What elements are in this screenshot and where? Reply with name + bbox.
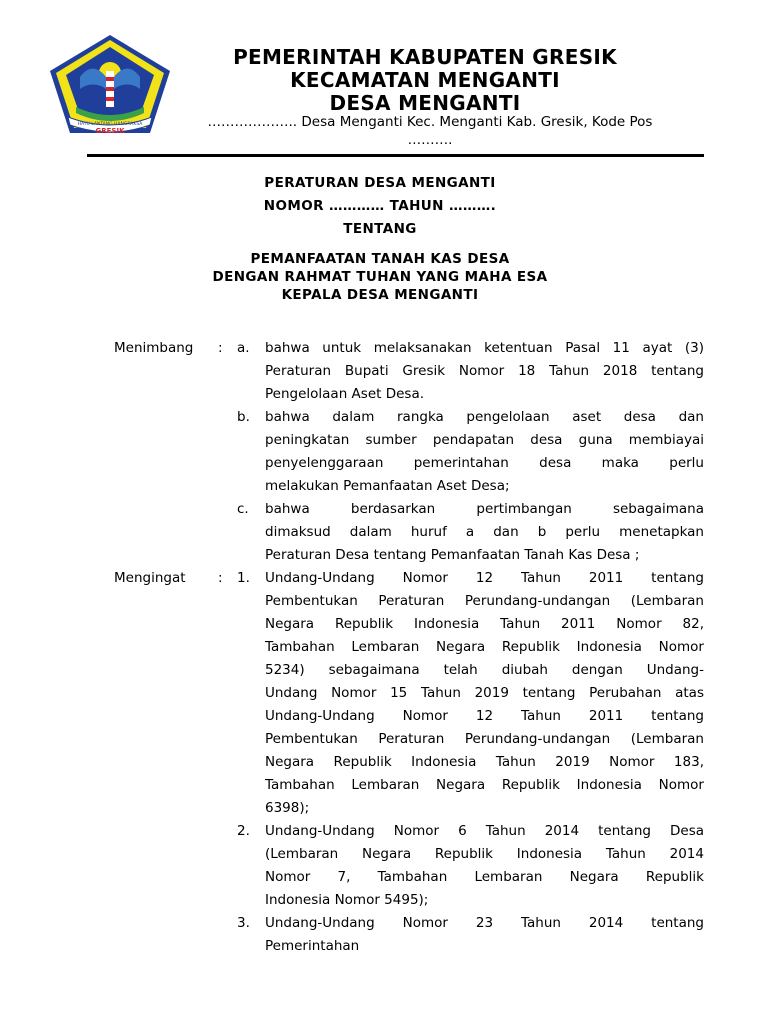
body-line <box>0 912 768 935</box>
body-line-text: Negara Republik Indonesia Tahun 2019 Nomor 183, <box>265 754 704 770</box>
tentang-heading: TENTANG <box>343 221 417 237</box>
body-line-text: Tambahan Lembaran Negara Republik Indonesia Nomor <box>265 639 704 655</box>
body-line <box>0 360 768 383</box>
body-line <box>0 682 768 705</box>
kop-address-continuation: ………. <box>407 132 453 148</box>
body-line <box>0 475 768 498</box>
body-line-text: Pengelolaan Aset Desa. <box>265 386 425 402</box>
kop-government: PEMERINTAH KABUPATEN GRESIK <box>233 45 617 69</box>
body-line <box>0 659 768 682</box>
body-line <box>0 705 768 728</box>
kop-district: KECAMATAN MENGANTI <box>290 68 560 92</box>
item-number: c. <box>237 501 249 517</box>
body-line <box>0 613 768 636</box>
body-line-text: dimaksud dalam huruf a dan b perlu menetapkan <box>265 524 704 540</box>
body-line-text: melakukan Pemanfaatan Aset Desa; <box>265 478 510 494</box>
item-number: b. <box>237 409 250 425</box>
gresik-emblem-logo <box>48 33 172 137</box>
body-line-text: bahwa berdasarkan pertimbangan sebagaimana <box>265 501 704 517</box>
logo-band-text: HAYU LANTANG HANGRAKSA <box>77 122 143 127</box>
body-line <box>0 406 768 429</box>
item-number: 3. <box>237 915 250 931</box>
body-line <box>0 866 768 889</box>
body-line <box>0 383 768 406</box>
body-line-text: 6398); <box>265 800 310 816</box>
body-line-text: Peraturan Desa tentang Pemanfaatan Tanah Kas Desa ; <box>265 547 640 563</box>
body-line <box>0 843 768 866</box>
blessing-line: DENGAN RAHMAT TUHAN YANG MAHA ESA <box>212 269 548 285</box>
body-line <box>0 820 768 843</box>
body-line-text: Undang-Undang Nomor 12 Tahun 2011 tentang <box>265 570 704 586</box>
body-line-text: bahwa untuk melaksanakan ketentuan Pasal 11 ayat (3) <box>265 340 704 356</box>
item-number: a. <box>237 340 250 356</box>
body-line <box>0 728 768 751</box>
body-line-text: Undang-Undang Nomor 23 Tahun 2014 tentang <box>265 915 704 931</box>
kop-village: DESA MENGANTI <box>329 91 521 115</box>
body-line <box>0 751 768 774</box>
body-line <box>0 590 768 613</box>
item-number: 2. <box>237 823 250 839</box>
mengingat-label: Mengingat <box>114 570 186 586</box>
body-line-text: Negara Republik Indonesia Tahun 2011 Nomor 82, <box>265 616 704 632</box>
letterhead-divider <box>87 154 704 157</box>
body-line <box>0 452 768 475</box>
body-line-text: bahwa dalam rangka pengelolaan aset desa dan <box>265 409 704 425</box>
body-line-text: Pembentukan Peraturan Perundang-undangan (Lembaran <box>265 593 704 609</box>
body-line-text: Nomor 7, Tambahan Lembaran Negara Republik <box>265 869 704 885</box>
body-line-text: Pembentukan Peraturan Perundang-undangan (Lembaran <box>265 731 704 747</box>
regulation-subject: PEMANFAATAN TANAH KAS DESA <box>250 251 510 267</box>
body-line <box>0 429 768 452</box>
body-line <box>0 636 768 659</box>
body-line-text: Pemerintahan <box>265 938 360 954</box>
item-number: 1. <box>237 570 250 586</box>
mengingat-colon: : <box>218 570 223 586</box>
body-line <box>0 797 768 820</box>
body-line <box>0 498 768 521</box>
body-line <box>0 521 768 544</box>
menimbang-label: Menimbang <box>114 340 194 356</box>
body-line <box>0 544 768 567</box>
body-line <box>0 567 768 590</box>
menimbang-colon: : <box>218 340 223 356</box>
body-line-text: Undang-Undang Nomor 12 Tahun 2011 tentang <box>265 708 704 724</box>
body-line-text: Undang-Undang Nomor 6 Tahun 2014 tentang Desa <box>265 823 704 839</box>
regulation-title: PERATURAN DESA MENGANTI <box>264 175 496 191</box>
body-line <box>0 337 768 360</box>
body-line-text: Peraturan Bupati Gresik Nomor 18 Tahun 2018 tentang <box>265 363 704 379</box>
body-line <box>0 889 768 912</box>
kop-address: ……………….. Desa Menganti Kec. Menganti Kab. Gresik, Kode Pos <box>207 114 653 130</box>
body-line-text: penyelenggaraan pemerintahan desa maka perlu <box>265 455 704 471</box>
body-line-text: Tambahan Lembaran Negara Republik Indonesia Nomor <box>265 777 704 793</box>
logo-label: GRESIK <box>95 127 125 135</box>
body-line-text: 5234) sebagaimana telah diubah dengan Undang- <box>265 662 704 678</box>
body-line-text: Indonesia Nomor 5495); <box>265 892 429 908</box>
body-line-text: peningkatan sumber pendapatan desa guna membiayai <box>265 432 704 448</box>
body-line-text: (Lembaran Negara Republik Indonesia Tahun 2014 <box>265 846 704 862</box>
body-line-text: Undang Nomor 15 Tahun 2019 tentang Perubahan atas <box>265 685 704 701</box>
body-line <box>0 935 768 958</box>
official-title: KEPALA DESA MENGANTI <box>281 287 479 303</box>
regulation-number: NOMOR ………… TAHUN ………. <box>263 198 497 214</box>
body-line <box>0 774 768 797</box>
